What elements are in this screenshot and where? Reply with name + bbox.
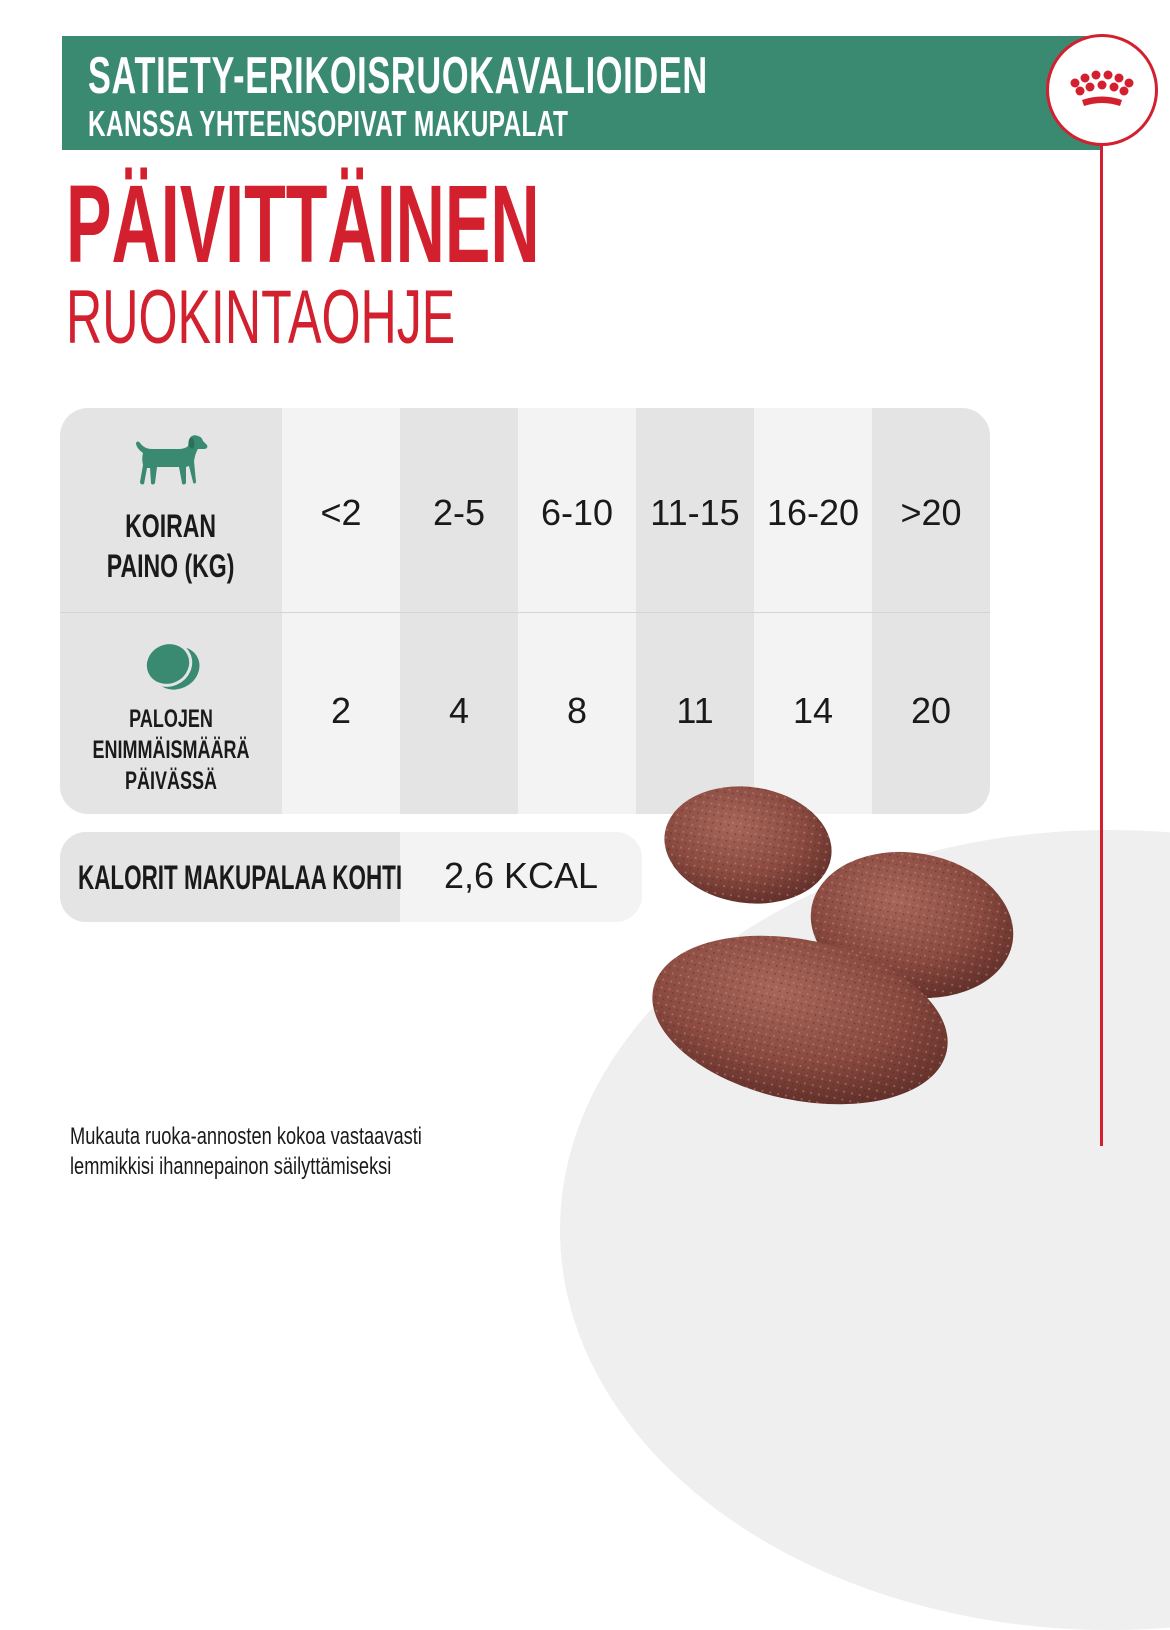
footnote bbox=[70, 1122, 422, 1182]
pieces-cell: 14 bbox=[792, 690, 834, 731]
header-line-1: SATIETY-ERIKOISRUOKAVALIOIDEN bbox=[88, 47, 708, 105]
pieces-cell: 8 bbox=[566, 690, 588, 731]
header-band bbox=[62, 36, 1102, 150]
calories-label: KALORIT MAKUPALAA KOHTI bbox=[78, 859, 403, 897]
table-column bbox=[872, 408, 990, 814]
dog-icon bbox=[132, 430, 212, 490]
royal-canin-logo bbox=[1046, 34, 1158, 146]
weight-cell: 6-10 bbox=[540, 492, 614, 533]
pieces-cell: 11 bbox=[676, 690, 714, 731]
weight-cell: <2 bbox=[320, 492, 362, 533]
table-column bbox=[282, 408, 400, 814]
table-column bbox=[636, 408, 754, 814]
red-vertical-line bbox=[1100, 146, 1103, 1146]
table-column bbox=[754, 408, 872, 814]
weight-label-line-1: KOIRAN bbox=[125, 508, 217, 544]
pieces-label bbox=[60, 704, 282, 797]
row-divider bbox=[60, 612, 990, 613]
table-column bbox=[518, 408, 636, 814]
weight-cell: 11-15 bbox=[650, 492, 740, 533]
footnote-line-2: lemmikkisi ihannepainon säilyttämiseksi bbox=[70, 1153, 392, 1180]
pieces-label-line-2: ENIMMÄISMÄÄRÄ bbox=[92, 736, 250, 764]
table-column bbox=[400, 408, 518, 814]
weight-label bbox=[60, 506, 282, 586]
weight-cell: 2-5 bbox=[432, 492, 486, 533]
pieces-cell: 4 bbox=[448, 690, 470, 731]
footnote-line-1: Mukauta ruoka-annosten kokoa vastaavasti bbox=[70, 1123, 422, 1150]
page-title: PÄIVITTÄINEN bbox=[66, 163, 540, 286]
treat-icon bbox=[140, 636, 204, 696]
pieces-label-line-1: PALOJEN bbox=[129, 705, 213, 733]
page-subtitle: RUOKINTAOHJE bbox=[66, 275, 456, 360]
calories-row bbox=[60, 832, 642, 922]
pieces-cell: 2 bbox=[330, 690, 352, 731]
kibble-image bbox=[640, 775, 1060, 1105]
calories-value: 2,6 KCAL bbox=[443, 855, 599, 896]
crown-icon bbox=[1049, 37, 1155, 143]
header-line-2: KANSSA YHTEENSOPIVAT MAKUPALAT bbox=[88, 103, 569, 144]
weight-cell: >20 bbox=[900, 492, 962, 533]
weight-cell: 16-20 bbox=[766, 492, 860, 533]
pieces-cell: 20 bbox=[910, 690, 952, 731]
feeding-table bbox=[60, 408, 990, 814]
weight-label-line-2: PAINO (KG) bbox=[107, 548, 235, 584]
pieces-label-line-3: PÄIVÄSSÄ bbox=[124, 767, 217, 795]
